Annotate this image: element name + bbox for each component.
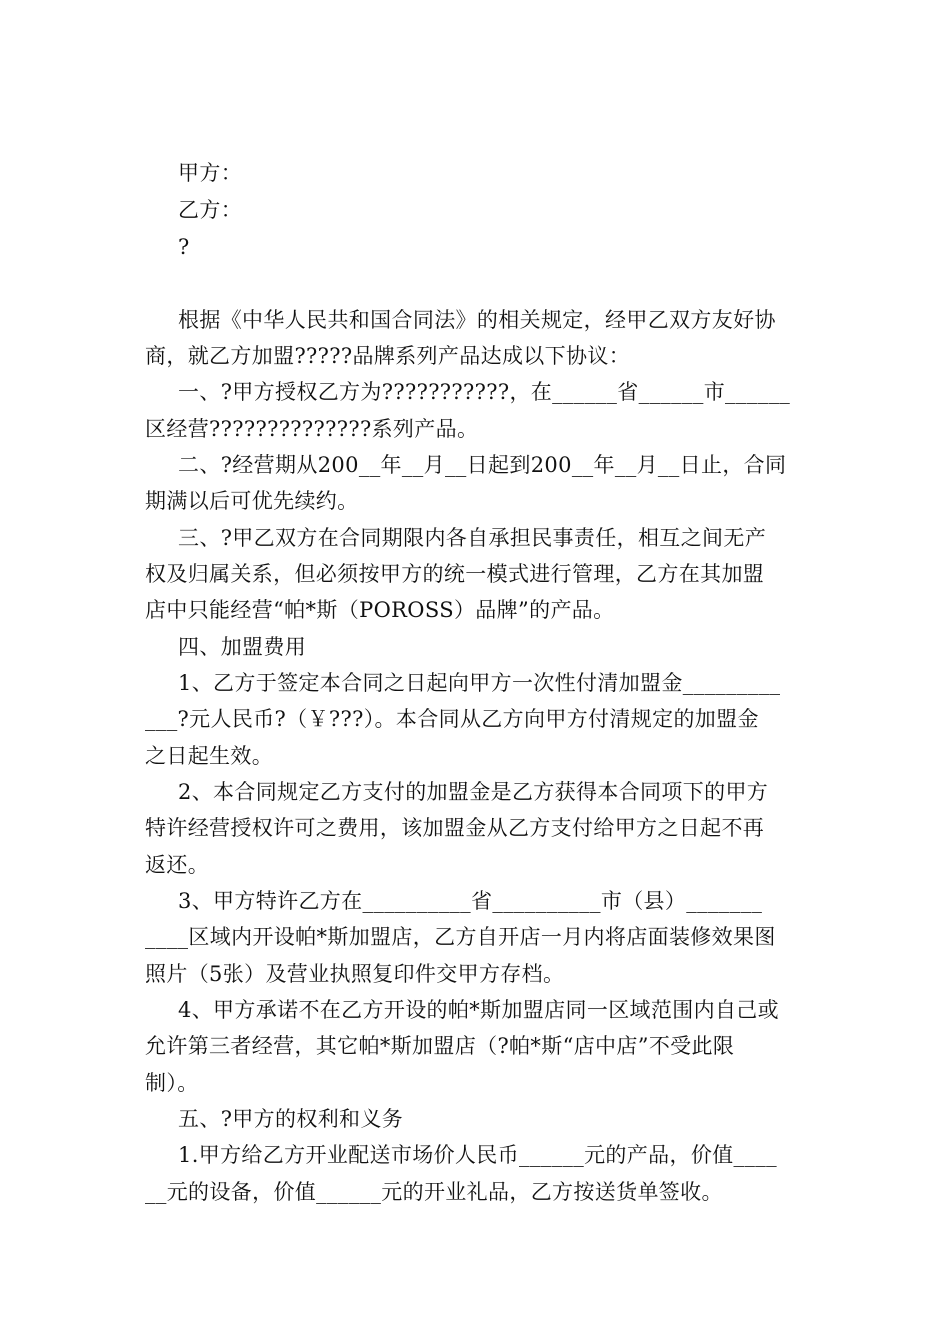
paragraph-line: 之日起生效。 [145, 744, 274, 768]
paragraph-line: 3、甲方特许乙方在__________省__________市（县）_______ [178, 889, 763, 913]
paragraph-line: 制）。 [145, 1071, 199, 1095]
paragraph-line: 权及归属关系，但必须按甲方的统一模式进行管理，乙方在其加盟 [145, 562, 765, 586]
paragraph-line: 1.甲方给乙方开业配送市场价人民币______元的产品，价值____ [178, 1143, 777, 1167]
party-b-label: 乙方： [178, 198, 243, 222]
section-heading: 五、?甲方的权利和义务 [178, 1107, 404, 1131]
paragraph-line: 一、?甲方授权乙方为???????????，在______省______市______ [178, 380, 791, 404]
paragraph-line: 2、本合同规定乙方支付的加盟金是乙方获得本合同项下的甲方 [178, 780, 769, 804]
placeholder-mark: ? [178, 235, 190, 259]
paragraph-line: 照片（5张）及营业执照复印件交甲方存档。 [145, 962, 565, 986]
paragraph-line: 根据《中华人民共和国合同法》的相关规定，经甲乙双方友好协 [178, 308, 776, 332]
paragraph-line: 区经营??????????????系列产品。 [145, 417, 479, 441]
paragraph-line: 二、?经营期从200__年__月__日起到200__年__月__日止，合同 [178, 453, 787, 477]
party-a-label: 甲方： [178, 161, 243, 185]
paragraph-line: ____区域内开设帕*斯加盟店，乙方自开店一月内将店面装修效果图 [145, 925, 776, 949]
paragraph-line: 商，就乙方加盟?????品牌系列产品达成以下协议： [145, 344, 631, 368]
paragraph-line: 1、乙方于签定本合同之日起向甲方一次性付清加盟金_________ [178, 671, 781, 695]
paragraph-line: 4、甲方承诺不在乙方开设的帕*斯加盟店同一区域范围内自己或 [178, 998, 780, 1022]
paragraph-line: 特许经营授权许可之费用，该加盟金从乙方支付给甲方之日起不再 [145, 816, 765, 840]
paragraph-line: 允许第三者经营，其它帕*斯加盟店（?帕*斯“店中店”不受此限 [145, 1034, 735, 1058]
paragraph-line: __元的设备，价值______元的开业礼品，乙方按送货单签收。 [145, 1180, 723, 1204]
section-heading: 四、加盟费用 [178, 635, 307, 659]
paragraph-line: 返还。 [145, 853, 210, 877]
paragraph-line: 三、?甲乙双方在合同期限内各自承担民事责任，相互之间无产 [178, 526, 767, 550]
paragraph-line: 期满以后可优先续约。 [145, 489, 359, 513]
paragraph-line: ___?元人民币?（￥???）。本合同从乙方向甲方付清规定的加盟金 [145, 707, 759, 731]
paragraph-line: 店中只能经营“帕*斯（POROSS）品牌”的产品。 [145, 598, 615, 622]
